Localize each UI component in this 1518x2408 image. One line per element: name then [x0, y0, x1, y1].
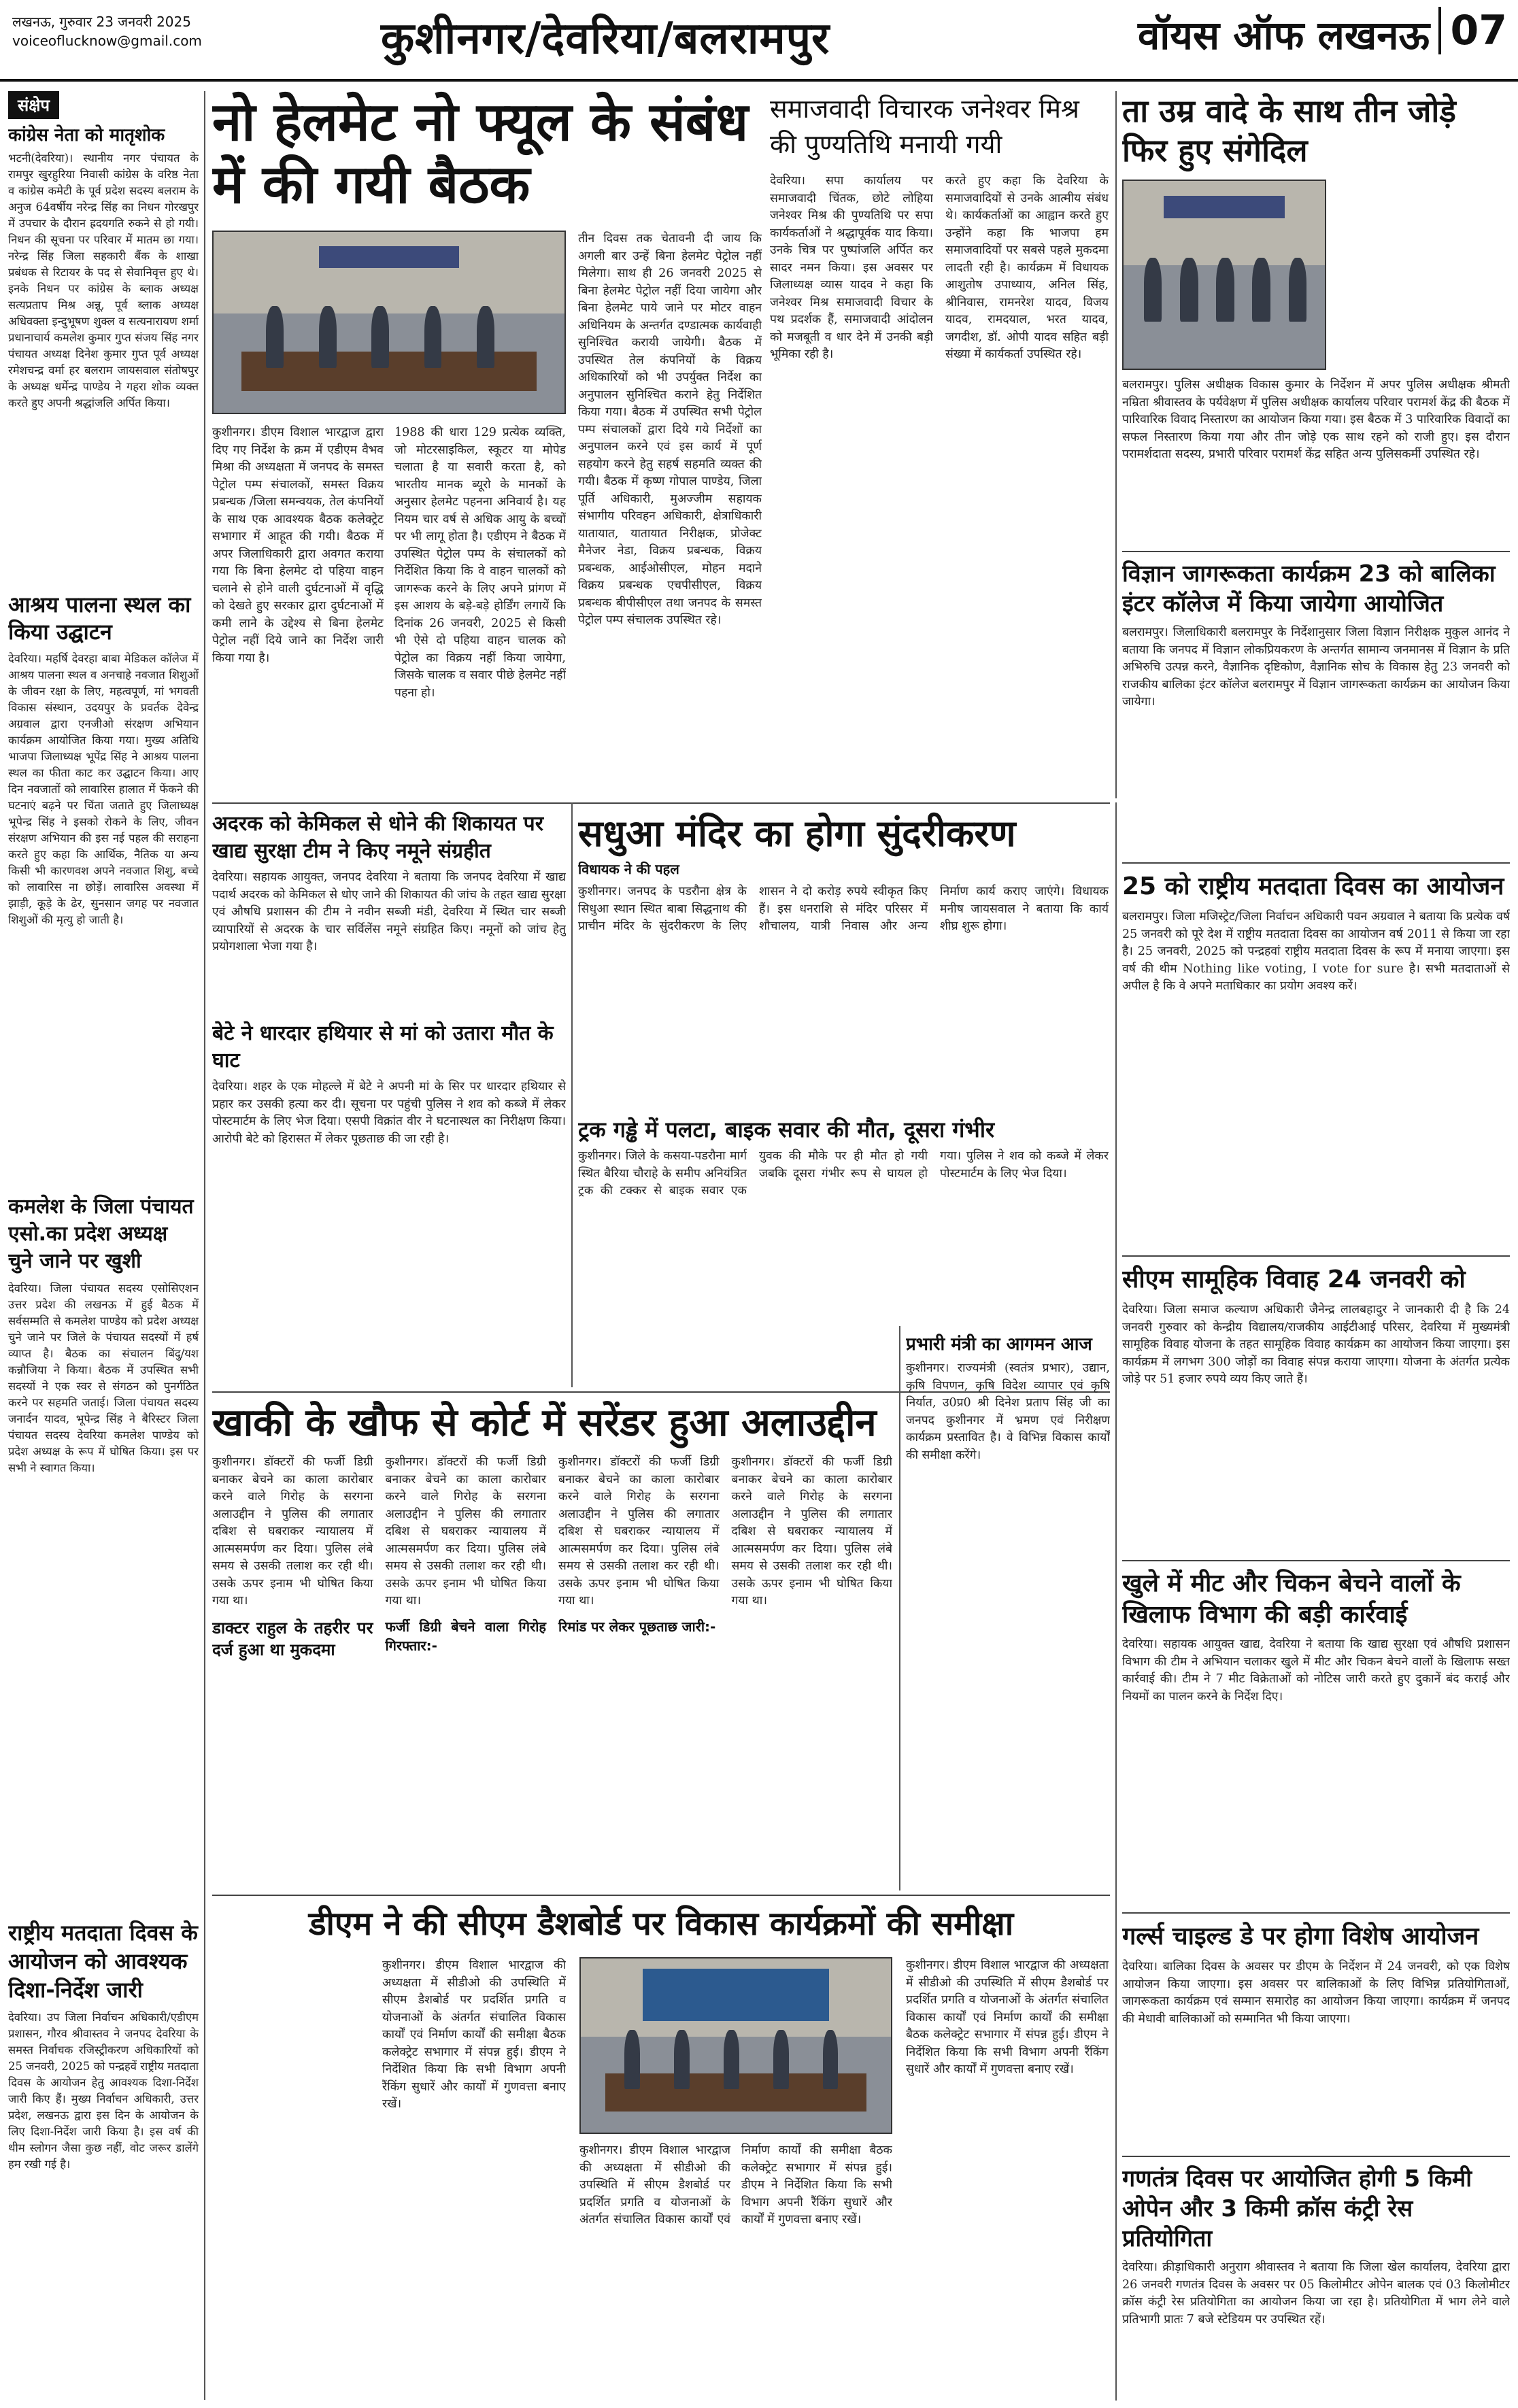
story-body: देवरिया। क्रीड़ाधिकारी अनुराग श्रीवास्तव ने बताया कि जिला खेल कार्यालय, देवरिया द्वारा 26 जनवरी गणतंत्र दिवस के अवसर पर 05 किलोमीटर ओपेन बालक एवं 03 किलोमीटर क्रॉस कंट्री रेस प्रतियोगिता का आयोजन किया जा रहा है। प्रतियोगिता में भाग लेने वाले प्रतिभागी प्रातः 7 बजे स्टेडियम पर उपस्थित रहें।	[1122, 2260, 1510, 2326]
story-body: कुशीनगर। राज्यमंत्री (स्वतंत्र प्रभार), उद्यान, कृषि विपणन, कृषि विदेश व्यापार एवं कृषि निर्यात, उ0प्र0 श्री दिनेश प्रताप सिंह जी का जनपद कुशीनगर में भ्रमण एवं निरीक्षण कार्यक्रम प्रस्तावित है। वे विभिन्न विकास कार्यों की समीक्षा करेंगे।	[906, 1361, 1110, 1462]
story-body: देवरिया। सहायक आयुक्त, जनपद देवरिया ने बताया कि जनपद देवरिया में खाद्य पदार्थ अदरक को केमिकल से धोए जाने की शिकायत की जांच के तहत खाद्य सुरक्षा एवं औषधि प्रशासन की टीम ने नवीन सब्जी मंडी, देवरिया में स्थित चार सब्जी व्यापारियों से अदरक के चार सर्विलेंस नमूने संग्रहित किए। नमूनों को जांच हेतु प्रयोगशाला भेजा गया है।	[212, 870, 566, 953]
brief-item	[8, 1918, 199, 2394]
brief-body: भटनी(देवरिया)। स्थानीय नगर पंचायत के रामपुर खुरहुरिया निवासी कांग्रेस के वरिष्ठ नेता व कांग्रेस कमेटी के पूर्व प्रदेश सदस्य बलराम के अनुज 64वर्षीय नरेन्द्र सिंह का निधन गोरखपुर में उपचार के दौरान ह्रदयगति रुकने से हो गयी। निधन की सूचना पर परिवार में मातम छा गया। नरेन्द्र सिंह जिला सहकारी बैंक के शाखा प्रबंधक से रिटायर के पद से सेवानिवृत्त हुए थे। इनके निधन पर कांग्रेस के ब्लाक अध्यक्ष सत्यप्रताप मिश्र अन्नू, पूर्व ब्लाक अध्यक्ष अधिवक्ता इन्दुभूषण शुक्ल व सत्यनारायण शर्मा प्रधानाचार्य कमलेश कुमार गुप्त संजय सिंह नगर पंचायत अध्यक्ष दिनेश कुमार गुप्त पूर्व अध्यक्ष रमेशचन्द्र वर्मा हर बलराम जायसवाल संतोषपुर के अध्यक्ष धर्मेन्द्र पाण्डेय ने गहरा शोक व्यक्त करते हुए अपनी श्रद्धांजलि अर्पित किया।	[8, 152, 199, 409]
story-body: बलरामपुर। पुलिस अधीक्षक विकास कुमार के निर्देशन में अपर पुलिस अधीक्षक श्रीमती नम्रिता श्रीवास्तव के पर्यवेक्षण में पुलिस अधीक्षक कार्यालय परिवार परामर्श केंद्र की बैठक में पारिवारिक विवाद निस्तारण का आयोजन किया गया। इस बैठक में 3 पारिवारिक विवादों का सफल निस्तारण किया गया और तीन जोड़े एक साथ रहने को राजी हुए। इस दौरान परामर्शदाता सदस्य, प्रभारी परिवार परामर्श केंद्र सहित अन्य पुलिसकर्मी उपस्थित रहे।	[1122, 378, 1510, 461]
counselling-photo	[1122, 180, 1326, 370]
masthead	[0, 0, 1518, 82]
story-body: बलरामपुर। जिला मजिस्ट्रेट/जिला निर्वाचन अधिकारी पवन अग्रवाल ने बताया कि प्रत्येक वर्ष 25 जनवरी को पूरे देश में राष्ट्रीय मतदाता दिवस का आयोजन वर्ष 2011 से किया जा रहा है। 25 जनवरी, 2025 को पन्द्रहवां राष्ट्रीय मतदाता दिवस के रूप में मनाया जाएगा। इस वर्ष की थीम Nothing like voting, I vote for sure है। सभी मतदाताओं से अपील है कि वे अपने मताधिकार का प्रयोग अवश्य करें।	[1122, 910, 1510, 993]
story-vigyan	[1122, 559, 1510, 858]
masthead-date-block	[12, 12, 202, 50]
section-rule	[1122, 1560, 1510, 1561]
sankshep-column	[8, 91, 199, 2400]
story-text: कुशीनगर। डॉक्टरों की फर्जी डिग्री बनाकर बेचने का काला कारोबार करने वाले गिरोह के सरगना अलाउद्दीन ने पुलिस की लगातार दबिश से घबराकर न्यायालय में आत्मसमर्पण कर दिया। पुलिस लंबे समय से उसकी तलाश कर रही थी। उसके ऊपर इनाम भी घोषित किया गया था।	[558, 1455, 720, 1608]
story-body: कुशीनगर। जिले के कसया-पडरौना मार्ग स्थित बैरिया चौराहे के समीप अनियंत्रित ट्रक की टक्कर से बाइक सवार एक युवक की मौके पर ही मौत हो गयी जबकि दूसरा गंभीर रूप से घायल हो गया। पुलिस ने शव को कब्जे में लेकर पोस्टमार्टम के लिए भेज दिया।	[578, 1149, 1109, 1198]
brief-body: देवरिया। महर्षि देवरहा बाबा मेडिकल कॉलेज में आश्रय पालना स्थल व अनचाहे नवजात शिशुओं के जीवन रक्षा के लिए, महत्वपूर्ण, मां भगवती विकास संस्थान, उदयपुर के प्रवर्तक देवेन्द्र अग्रवाल द्वारा एनजीओ संरक्षण अभियान कार्यक्रम आयोजित किया गया। मुख्य अतिथि भाजपा जिलाध्यक्ष भूपेंद्र सिंह ने आश्रय पालना स्थल का फीता काट कर उद्घाटन किया। आए दिन नवजातों को लावारिस हालात में फेंकने की घटनाएं बढ़ने पर चिंता जताते हुए जिलाध्यक्ष भूपेन्द्र सिंह ने इसको रोकने के लिए, जीवन संरक्षण अभियान की इस नई पहल की सराहना करते हुए कहा कि आर्थिक, नैतिक या अन्य किसी भी कारणवश अपने नवजात शिशु, बच्चे को लावारिस ना छोड़ें। लावारिस अवस्था में झाड़ी, कूड़े के ढेर, सुनसान जगह पर नवजात शिशुओं की मृत्यु हो जाती है।	[8, 652, 199, 926]
brief-title: आश्रय पालना स्थल का किया उद्घाटन	[8, 592, 191, 645]
story-text: कुशीनगर। डॉक्टरों की फर्जी डिग्री बनाकर बेचने का काला कारोबार करने वाले गिरोह के सरगना अलाउद्दीन ने पुलिस की लगातार दबिश से घबराकर न्यायालय में आत्मसमर्पण कर दिया। पुलिस लंबे समय से उसकी तलाश कर रही थी। उसके ऊपर इनाम भी घोषित किया गया था।	[385, 1455, 546, 1608]
story-body: कुशीनगर। डीएम विशाल भारद्वाज द्वारा दिए गए निर्देश के क्रम में एडीएम वैभव मिश्रा की अध्यक्षता में जनपद के समस्त पेट्रोल पम्प संचालकों, समस्त विक्रय प्रबन्धक /जिला समन्वयक, तेल कंपनियों के साथ एक आवश्यक बैठक कलेक्ट्रेट सभागार में आहूत की गयी। बैठक में अपर जिलाधिकारी द्वारा अवगत कराया गया कि बिना हेलमेट दो पहिया वाहन चलाने से होने वाली दुर्घटनाओं में वृद्धि को देखते हुए सरकार द्वारा दुर्घटनाओं में कमी लाने के उद्देश्य से बिना हेलमेट पेट्रोल नहीं दिये जाने का निर्देश जारी किया गया है।	[212, 426, 384, 665]
section-rule	[212, 1895, 1110, 1896]
section-rule	[1122, 1912, 1510, 1914]
section-title: कुशीनगर/देवरिया/बलरामपुर	[381, 14, 830, 64]
story-matdata	[1122, 870, 1510, 1251]
brief-body: देवरिया। जिला पंचायत सदस्य एसोसिएशन उत्तर प्रदेश की लखनऊ में हुई बैठक में सर्वसम्मति से कमलेश पाण्डेय को प्रदेश अध्यक्ष चुने जाने पर जिले के पंचायत सदस्यों में हर्ष व्याप्त है। बैठक का संचालन बिंदु/यश कन्नौजिया ने किया। बैठक में उपस्थित सभी सदस्यों ने एक स्वर से संगठन को पुनर्गठित करने पर सहमति जताई। जिला पंचायत सदस्य जनार्दन यादव, भूपेन्द्र सिंह ने बैरिस्टर जिला पंचायत सदस्य देवरिया कमलेश पाण्डेय को प्रदेश अध्यक्ष के रूप में घोषित किया। इस पर सभी ने स्वागत किया।	[8, 1282, 199, 1474]
brief-title: कांग्रेस नेता को मातृशोक	[8, 125, 165, 146]
brief-item	[8, 591, 199, 1189]
headline: बेटे ने धारदार हथियार से मां को उतारा मौत के घाट	[212, 1021, 554, 1072]
column-rule	[1115, 802, 1117, 2401]
story-helmet	[212, 91, 763, 839]
story-text: कुशीनगर। डॉक्टरों की फर्जी डिग्री बनाकर बेचने का काला कारोबार करने वाले गिरोह के सरगना अलाउद्दीन ने पुलिस की लगातार दबिश से घबराकर न्यायालय में आत्मसमर्पण कर दिया। पुलिस लंबे समय से उसकी तलाश कर रही थी। उसके ऊपर इनाम भी घोषित किया गया था।	[212, 1455, 373, 1608]
story-body: देवरिया। सहायक आयुक्त खाद्य, देवरिया ने बताया कि खाद्य सुरक्षा एवं औषधि प्रशासन विभाग की टीम ने अभियान चलाकर खुले में मीट और चिकन बेचने वालों के खिलाफ सख्त कार्रवाई की। टीम ने 7 मीट विक्रेताओं को नोटिस जारी करते हुए दुकानें बंद कराई और नियमों का पालन करने के निर्देश दिए।	[1122, 1638, 1510, 1703]
headline: 25 को राष्ट्रीय मतदाता दिवस का आयोजन	[1122, 872, 1504, 900]
headline: अदरक को केमिकल से धोने की शिकायत पर खाद्य सुरक्षा टीम ने किए नमूने संग्रहीत	[212, 812, 543, 863]
subhead: रिमांड पर लेकर पूछताछ जारी:-	[558, 1618, 716, 1635]
story-chicken	[1122, 1568, 1510, 1908]
story-sangedil-body	[1122, 377, 1510, 547]
story-dashboard	[212, 1903, 1110, 2403]
headline: सधुआ मंदिर का होगा सुंदरीकरण	[578, 812, 1016, 855]
sankshep-label: संक्षेप	[8, 91, 59, 119]
story-text: कुशीनगर। डॉक्टरों की फर्जी डिग्री बनाकर बेचने का काला कारोबार करने वाले गिरोह के सरगना अलाउद्दीन ने पुलिस की लगातार दबिश से घबराकर न्यायालय में आत्मसमर्पण कर दिया। पुलिस लंबे समय से उसकी तलाश कर रही थी। उसके ऊपर इनाम भी घोषित किया गया था।	[731, 1455, 892, 1608]
story-prabhari	[906, 1333, 1110, 1890]
section-rule	[1122, 1255, 1510, 1257]
story-body: कुशीनगर। डीएम विशाल भारद्वाज की अध्यक्षता में सीडीओ की उपस्थिति में सीएम डैशबोर्ड पर प्रदर्शित प्रगति व योजनाओं के अंतर्गत संचालित विकास कार्यों एवं निर्माण कार्यों की समीक्षा बैठक कलेक्ट्रेट सभागार में संपन्न हुई। डीएम ने निर्देशित किया कि सभी विभाग अपनी रैंकिंग सुधारें और कार्यों में गुणवत्ता बनाए रखें।	[906, 1958, 1109, 2076]
story-body	[212, 1454, 892, 1876]
story-body: कुशीनगर। डीएम विशाल भारद्वाज की अध्यक्षता में सीडीओ की उपस्थिति में सीएम डैशबोर्ड पर प्रदर्शित प्रगति व योजनाओं के अंतर्गत संचालित विकास कार्यों एवं निर्माण कार्यों की समीक्षा बैठक कलेक्ट्रेट सभागार में संपन्न हुई। डीएम ने निर्देशित किया कि सभी विभाग अपनी रैंकिंग सुधारें और कार्यों में गुणवत्ता बनाए रखें।	[579, 2143, 892, 2226]
story-hatya	[212, 1020, 566, 1374]
story-body: कुशीनगर। जनपद के पडरौना क्षेत्र के सिधुआ स्थान स्थित बाबा सिद्धनाथ की प्राचीन मंदिर के सुंदरीकरण के लिए शासन ने दो करोड़ रुपये स्वीकृत किए हैं। इस धनराशि से मंदिर परिसर में शौचालय, यात्री निवास और अन्य निर्माण कार्य कराए जाएंगे। विधायक मनीष जायसवाल ने बताया कि कार्य शीघ्र शुरू होगा।	[578, 885, 1109, 933]
column-rule	[899, 1326, 900, 1890]
story-body: देवरिया। शहर के एक मोहल्ले में बेटे ने अपनी मां के सिर पर धारदार हथियार से प्रहार कर उसकी हत्या कर दी। सूचना पर पहुंची पुलिस ने शव को कब्जे में लेकर पोस्टमार्टम के लिए भेज दिया। एसपी विक्रांत वीर ने घटनास्थल का निरीक्षण किया। आरोपी बेटे को हिरासत में लेकर पूछताछ की जा रही है।	[212, 1080, 566, 1146]
headline: डीएम ने की सीएम डैशबोर्ड पर विकास कार्यक्रमों की समीक्षा	[308, 1905, 1014, 1943]
story-body: देवरिया। बालिका दिवस के अवसर पर डीएम के निर्देशन में 24 जनवरी, को एक विशेष आयोजन किया जाएगा। इस अवसर पर बालिकाओं के लिए विभिन्न प्रतियोगिताओं, जागरूकता कार्यक्रम एवं सम्मान समारोह का आयोजन किया जाएगा। कार्यक्रम में जनपद की मेधावी बालिकाओं को सम्मानित भी किया जाएगा।	[1122, 1960, 1510, 2026]
section-rule	[1122, 551, 1510, 552]
section-rule	[1122, 2156, 1510, 2157]
headline: प्रभारी मंत्री का आगमन आज	[906, 1334, 1092, 1355]
story-body: देवरिया। सपा कार्यालय पर समाजवादी चिंतक, छोटे लोहिया जनेश्वर मिश्र की पुण्यतिथि पर सपा कार्यकर्ताओं ने श्रद्धापूर्वक याद किया। उनके चित्र पर पुष्पांजलि अर्पित कर सादर नमन किया। इस अवसर पर जिलाध्यक्ष व्यास यादव ने कहा कि जनेश्वर मिश्र समाजवादी विचार के पथ प्रदर्शक हैं, समाजवादी आंदोलन को मजबूती व धार देने में उनकी बड़ी भूमिका रही है।	[770, 174, 933, 361]
story-body: देवरिया। जिला समाज कल्याण अधिकारी जैनेन्द्र लालबहादुर ने जानकारी दी है कि 24 जनवरी गुरुवार को केन्द्रीय विद्यालय/राजकीय आईटीआई परिसर, देवरिया में मुख्यमंत्री सामूहिक विवाह योजना के तहत सामूहिक विवाह कार्यक्रम का आयोजन किया जाएगा। इस कार्यक्रम में लगभग 300 जोड़ों का विवाह संपन्न कराया जाएगा। योजना के अंतर्गत प्रत्येक जोड़े पर 51 हजार रुपये व्यय किए जाते हैं।	[1122, 1303, 1510, 1386]
headline: विज्ञान जागरूकता कार्यक्रम 23 को बालिका इंटर कॉलेज में किया जायेगा आयोजित	[1122, 560, 1496, 617]
paper-name: वॉयस ऑफ लखनऊ	[1137, 12, 1430, 58]
brief-title: कमलेश के जिला पंचायत एसो.का प्रदेश अध्यक्ष चुने जाने पर खुशी	[8, 1195, 194, 1273]
headline: सीएम सामूहिक विवाह 24 जनवरी को	[1122, 1266, 1466, 1293]
column-rule	[571, 802, 573, 1387]
story-body: कुशीनगर। डीएम विशाल भारद्वाज की अध्यक्षता में सीडीओ की उपस्थिति में सीएम डैशबोर्ड पर प्रदर्शित प्रगति व योजनाओं के अंतर्गत संचालित विकास कार्यों एवं निर्माण कार्यों की समीक्षा बैठक कलेक्ट्रेट सभागार में संपन्न हुई। डीएम ने निर्देशित किया कि सभी विभाग अपनी रैंकिंग सुधारें और कार्यों में गुणवत्ता बनाए रखें।	[382, 1958, 566, 2111]
subhead: डाक्टर राहुल के तहरीर पर दर्ज हुआ था मुकदमा	[212, 1618, 373, 1659]
brief-item	[8, 1193, 199, 1914]
column-rule	[1115, 91, 1117, 798]
story-janeshwar	[770, 91, 1110, 798]
review-meeting-photo	[579, 1957, 892, 2134]
headline: ता उम्र वादे के साथ तीन जोड़े फिर हुए संगेदिल	[1122, 92, 1456, 169]
headline: नो हेलमेट नो फ्यूल के संबंध में की गयी बैठक	[212, 92, 749, 216]
headline: खुले में मीट और चिकन बेचने वालों के खिलाफ विभाग की बड़ी कार्रवाई	[1122, 1570, 1461, 1629]
meeting-photo	[212, 231, 566, 414]
story-sadhua	[578, 811, 1109, 1110]
story-body: 1988 की धारा 129 प्रत्येक व्यक्ति, जो मोटरसाइकिल, स्कूटर या मोपेड चलाता है या सवारी करता है, को भारतीय मानक ब्यूरो के मानकों के अनुसार हेलमेट पहनना अनिवार्य है। यह नियम चार वर्ष से अधिक आयु के बच्चों पर भी लागू होता है। एडीएम ने बैठक में उपस्थित पेट्रोल पम्प के संचालकों को निर्देशित किया कि वे वाहन चालकों को जागरूक करने के लिए अपने प्रांगण में इस आशय के बड़े-बड़े होर्डिंग लगायें कि दिनांक 26 जनवरी, 2025 से किसी भी ऐसे दो पहिया वाहन चालक को पेट्रोल का विक्रय नहीं किया जायेगा, जिसके चालक व सवार पीछे हेलमेट नहीं पहना हो।	[394, 426, 566, 700]
brief-item	[8, 124, 199, 587]
story-race	[1122, 2164, 1510, 2402]
section-rule	[212, 802, 1110, 804]
page-number: 07	[1438, 7, 1508, 54]
brief-title: राष्ट्रीय मतदाता दिवस के आयोजन को आवश्यक दिशा-निर्देश जारी	[8, 1920, 198, 2003]
brief-body: देवरिया। उप जिला निर्वाचन अधिकारी/एडीएम प्रशासन, गौरव श्रीवास्तव ने जनपद देवरिया के समस्त निर्वाचक रजिस्ट्रीकरण अधिकारियों को 25 जनवरी, 2025 को पन्द्रहवें राष्ट्रीय मतदाता दिवस के आयोजन हेतु आवश्यक दिशा-निर्देश जारी किए हैं। मुख्य निर्वाचन अधिकारी, उत्तर प्रदेश, लखनऊ द्वारा इस दिन के आयोजन के लिए दिशा-निर्देश जारी किया है। इस वर्ष की थीम स्लोगन जैसा कुछ नहीं, वोट जरूर डालेंगे हम रखी गई है।	[8, 2011, 199, 2171]
story-body: तीन दिवस तक चेतावनी दी जाय कि अगली बार उन्हें बिना हेलमेट पेट्रोल नहीं मिलेगा। साथ ही 26 जनवरी 2025 से बिना हेलमेट पेट्रोल नहीं दिया जायेगा और बिना हेलमेट पाये जाने पर मोटर वाहन अधिनियम के अन्तर्गत दण्डात्मक कार्यवाही सुनिश्चित करायी जायेगी। बैठक में उपस्थित तेल कंपनियों के विक्रय अधिकारियों को भी उपर्युक्त निर्देश का अनुपालन सुनिश्चित कराने हेतु निर्देशित किया गया। बैठक में उपस्थित सभी पेट्रोल पम्प संचालकों द्वारा दिये गये निर्देशों का अनुपालन करने एवं इस कार्य में पूर्ण सहयोग करने हेतु सहर्ष सहमति व्यक्त की गयी। बैठक में कृष्ण गोपाल पाण्डेय, जिला पूर्ति अधिकारी, मुअज्जीम सहायक संभागीय परिवहन अधिकारी, क्षेत्राधिकारी यातायात, यातायात निरीक्षक, प्रोजेक्ट मैनेजर नेडा, विक्रय प्रबन्धक, विक्रय प्रबन्धक, आईओसीएल, मोहन मदाने विक्रय प्रबन्धक एचपीसीएल, विक्रय प्रबन्धक बीपीसीएल तथा जनपद के समस्त पेट्रोल पम्प संचालक उपस्थित रहे।	[578, 232, 762, 627]
headline: ट्रक गड्ढे में पलटा, बाइक सवार की मौत, दूसरा गंभीर	[578, 1117, 995, 1142]
masthead-website: voiceoflucknow@gmail.com	[12, 33, 202, 49]
section-rule	[1122, 862, 1510, 864]
headline: गर्ल्स चाइल्ड डे पर होगा विशेष आयोजन	[1122, 1922, 1479, 1950]
story-alauddin	[212, 1400, 892, 1889]
story-tag: विधायक ने की पहल	[578, 861, 679, 877]
column-rule	[204, 91, 205, 2400]
story-girls	[1122, 1920, 1510, 2152]
story-body: करते हुए कहा कि देवरिया के समाजवादियों से उनके आत्मीय संबंध थे। कार्यकर्ताओं का आह्वान करते हुए उन्होंने कहा कि भाजपा हम समाजवादियों पर सबसे पहले मुकदमा लादती रही है। कार्यक्रम में विधायक आशुतोष उपाध्याय, अनिल सिंह, श्रीनिवास, रामनरेश यादव, विजय यादव, रामदयाल, भरत यादव, जगदीश, डॉ. ओपी यादव सहित बड़ी संख्या में कार्यकर्ता उपस्थित रहे।	[945, 174, 1109, 361]
masthead-date: लखनऊ, गुरुवार 23 जनवरी 2025	[12, 14, 191, 30]
headline: समाजवादी विचारक जनेश्वर मिश्र की पुण्यतिथि मनायी गयी	[770, 94, 1079, 159]
subhead: फर्जी डिग्री बेचने वाला गिरोह गिरफ्तार:-	[385, 1618, 546, 1654]
story-adrak	[212, 811, 566, 1015]
story-sangedil	[1122, 91, 1510, 377]
headline: खाकी के खौफ से कोर्ट में सरेंडर हुआ अलाउद्दीन	[212, 1401, 877, 1445]
story-vivah	[1122, 1264, 1510, 1556]
headline: गणतंत्र दिवस पर आयोजित होगी 5 किमी ओपेन और 3 किमी क्रॉस कंट्री रेस प्रतियोगिता	[1122, 2165, 1472, 2252]
story-body: बलरामपुर। जिलाधिकारी बलरामपुर के निर्देशानुसार जिला विज्ञान निरीक्षक मुकुल आनंद ने बताया कि जनपद में विज्ञान लोकप्रियकरण के अन्तर्गत सामान्य जनमानस में विज्ञान के प्रति अभिरुचि उत्पन्न करने, वैज्ञानिक दृष्टिकोण, वैज्ञानिक सोच के विकास हेतु 23 जनवरी को राजकीय बालिका इंटर कॉलेज बलरामपुर में विज्ञान जागरूकता कार्यक्रम का आयोजन किया जायेगा।	[1122, 626, 1510, 709]
